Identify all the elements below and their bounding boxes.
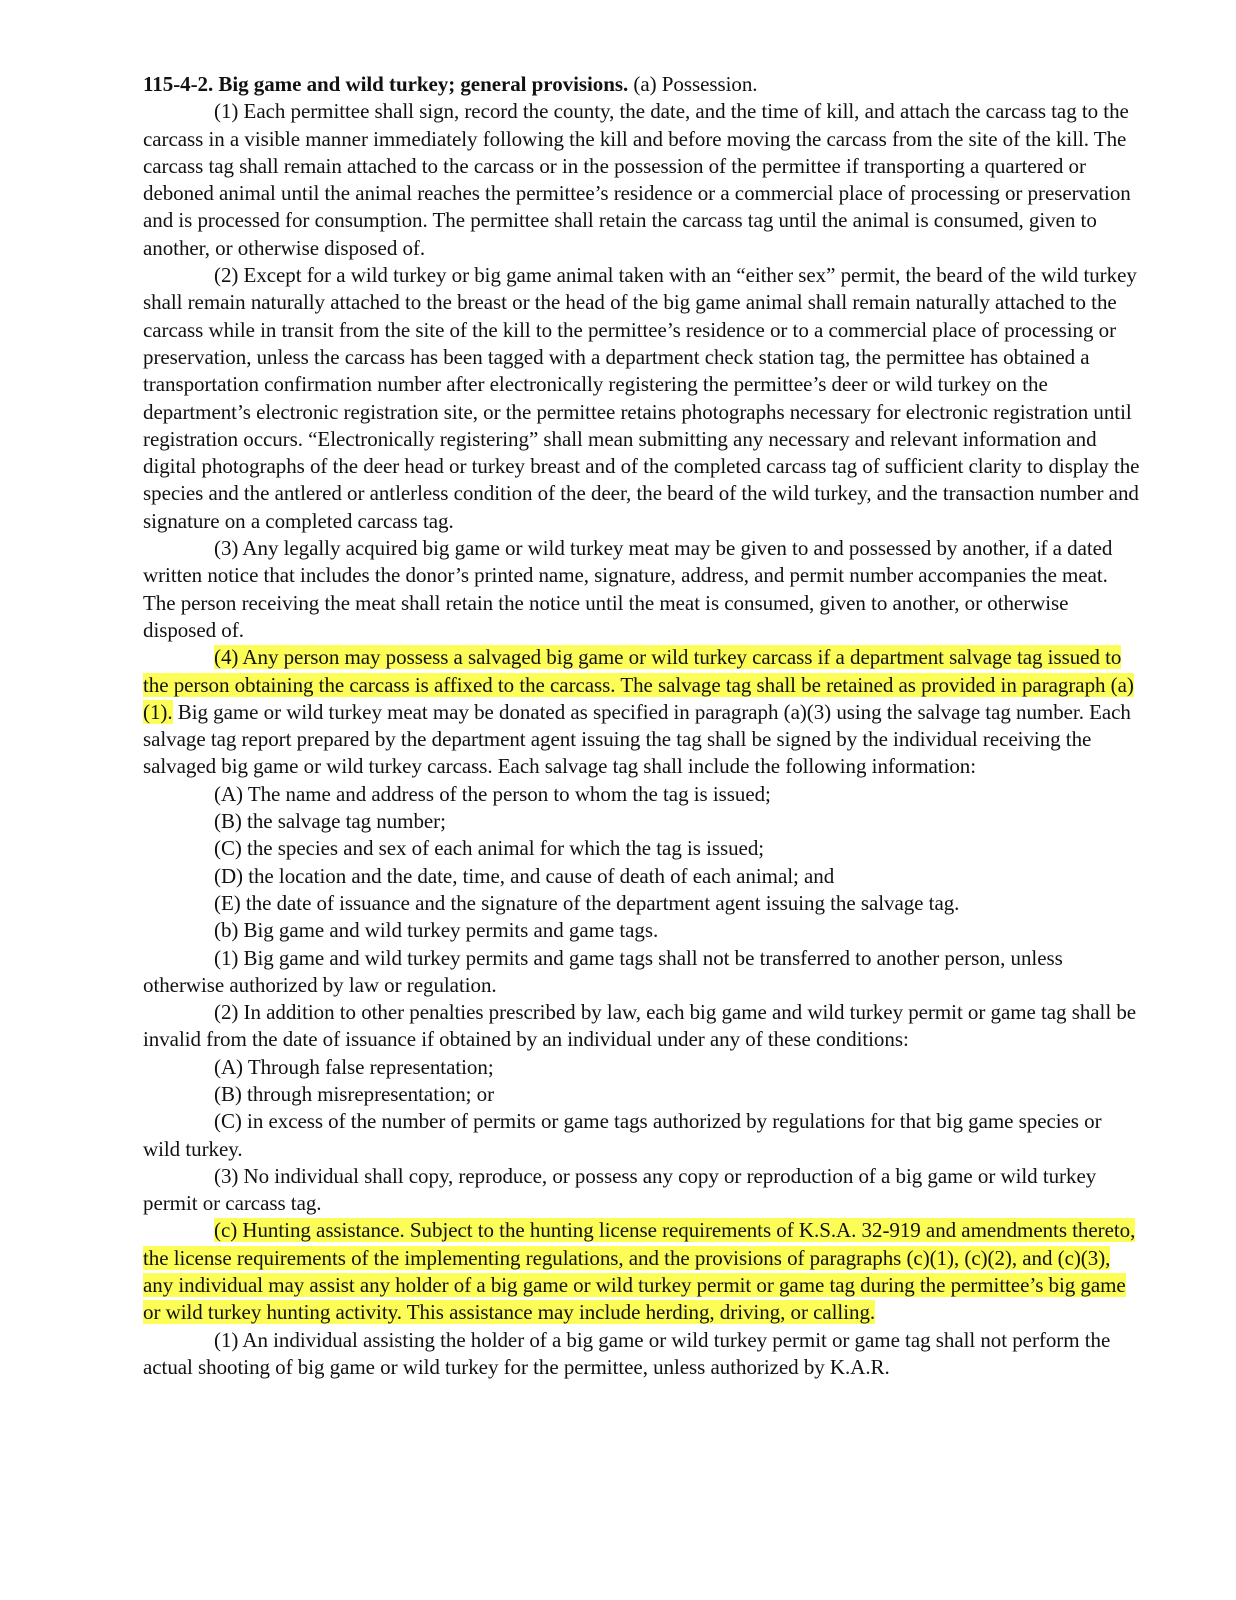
paragraph-a2: (2) Except for a wild turkey or big game animal taken with an “either sex” permit, the beard of the wild turkey shall remain naturally attached to the breast or the head of the big game animal shall remain naturally attached to the carcass while in transit from the site of the kill to the permittee’s residence or to a commercial place of processing or preservation, unless the carcass has been tagged with a department check station tag, the permittee has obtained a transportation confirmation number after electronically registering the permittee’s deer or wild turkey on the department’s electronic registration site, or the permittee retains photographs necessary for electronic registration until registration occurs. “Electronically registering” shall mean submitting any necessary and relevant information and digital photographs of the deer head or turkey breast and of the completed carcass tag of sufficient clarity to display the species and the antlered or antlerless condition of the deer, the beard of the wild turkey, and the transaction number and signature on a completed carcass tag. — [143, 263, 1140, 533]
paragraph-a4-rest: Big game or wild turkey meat may be donated as specified in paragraph (a)(3) using the salvage tag number. Each salvage tag report prepared by the department agent issuing the tag shall be signed by the individual receiving the salvaged big game or wild turkey carcass. Each salvage tag shall include the following information: — [143, 699, 1131, 779]
paragraph-c1: (1) An individual assisting the holder of a big game or wild turkey permit or game tag shall not perform the actual shooting of big game or wild turkey for the permittee, unless authorized by K.A.R. — [143, 1327, 1111, 1379]
list-item-a4-D: (D) the location and the date, time, and cause of death of each animal; and — [214, 863, 835, 888]
paragraph-b1: (1) Big game and wild turkey permits and game tags shall not be transferred to another person, unless otherwise authorized by law or regulation. — [143, 945, 1063, 997]
section-heading: 115-4-2. Big game and wild turkey; general provisions. — [143, 72, 629, 96]
subsection-a-label: (a) Possession. — [633, 72, 758, 96]
list-item-a4-C: (C) the species and sex of each animal for which the tag is issued; — [214, 836, 765, 861]
list-item-b2-A: (A) Through false representation; — [214, 1054, 494, 1079]
section-heading-line — [143, 71, 1143, 98]
list-item-a4-E: (E) the date of issuance and the signature of the department agent issuing the salvage tag. — [214, 890, 960, 915]
paragraph-a1: (1) Each permittee shall sign, record the county, the date, and the time of kill, and attach the carcass tag to the carcass in a visible manner immediately following the kill and before moving the carcass from the site of the kill. The carcass tag shall remain attached to the carcass or in the possession of the permittee if transporting a quartered or deboned animal until the animal reaches the permittee’s residence or a commercial place of processing or preservation and is processed for consumption. The permittee shall retain the carcass tag until the animal is consumed, given to another, or otherwise disposed of. — [143, 99, 1131, 260]
paragraph-a4 — [143, 644, 1143, 780]
paragraph-a3: (3) Any legally acquired big game or wild turkey meat may be given to and possessed by another, if a dated written notice that includes the donor’s printed name, signature, address, and permit number accompanies the meat. The person receiving the meat shall retain the notice until the meat is consumed, given to another, or otherwise disposed of. — [143, 536, 1113, 642]
list-item-b2-B: (B) through misrepresentation; or — [214, 1081, 495, 1106]
highlighted-text-a4: (4) Any person may possess a salvaged big game or wild turkey carcass if a department salvage tag issued to the person obtaining the carcass is affixed to the carcass. The salvage tag shall be retained as provided in paragraph (a)(1). — [143, 645, 1134, 724]
paragraph-b2: (2) In addition to other penalties prescribed by law, each big game and wild turkey permit or game tag shall be invalid from the date of issuance if obtained by an individual under any of these conditions: — [143, 1000, 1137, 1052]
list-item-a4-A: (A) The name and address of the person to whom the tag is issued; — [214, 781, 771, 806]
paragraph-b3: (3) No individual shall copy, reproduce, or possess any copy or reproduction of a big game or wild turkey permit or carcass tag. — [143, 1163, 1097, 1216]
list-item-a4-B: (B) the salvage tag number; — [214, 809, 446, 834]
subsection-b-heading: (b) Big game and wild turkey permits and game tags. — [214, 918, 659, 943]
paragraph-c — [143, 1217, 1143, 1326]
list-item-b2-C: (C) in excess of the number of permits or game tags authorized by regulations for that big game species or wild turkey. — [143, 1109, 1102, 1161]
highlighted-text-c: (c) Hunting assistance. Subject to the hunting license requirements of K.S.A. 32-919 and amendments thereto, the license requirements of the implementing regulations, and the provisions of paragraphs (c)(1), (c)(2), and (c)(3), any individual may assist any holder of a big game or wild turkey permit or game tag during the permittee’s big game or wild turkey hunting activity. This assistance may include herding, driving, or calling. — [143, 1218, 1136, 1325]
regulation-page — [143, 71, 1143, 1381]
